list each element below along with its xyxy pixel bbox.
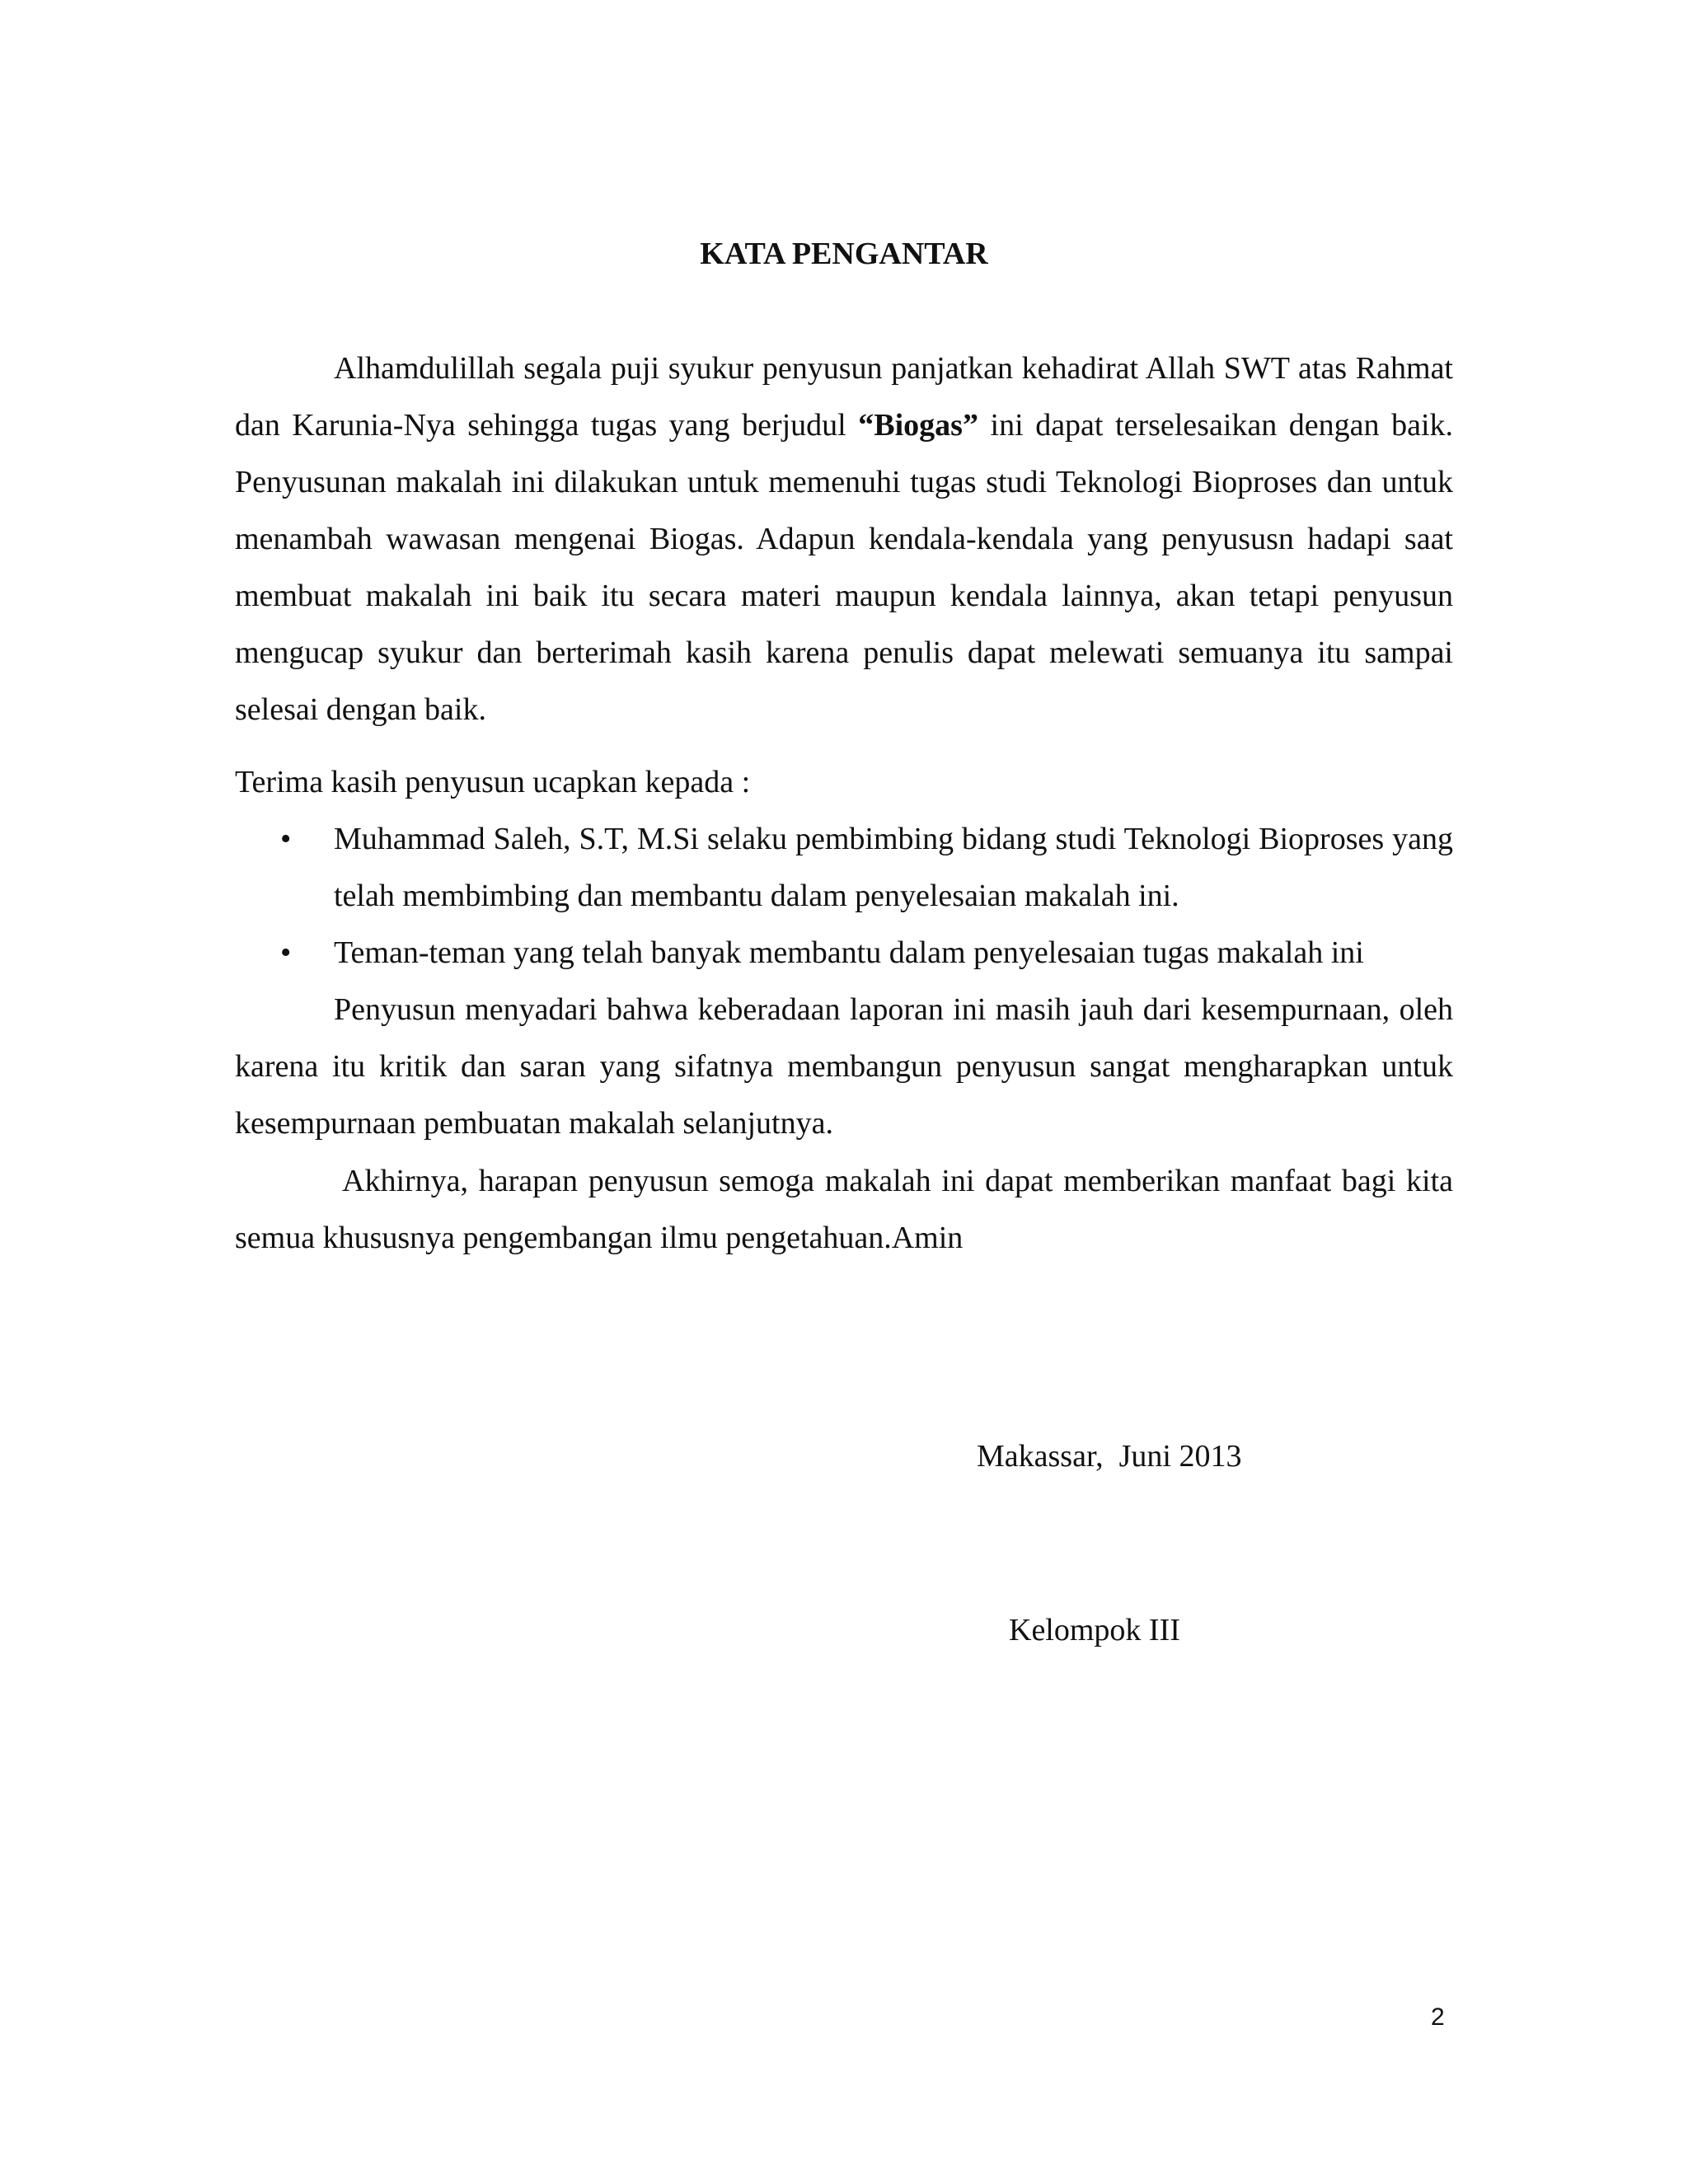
paragraph-intro — [235, 340, 1453, 738]
bullet-icon: • — [280, 935, 292, 970]
paragraph-intro-bold-title: “Biogas” — [858, 408, 978, 443]
paragraph-intro-text-start: Alhamdulillah segala puji syukur penyusun panjatkan kehadirat Allah SWT atas Rahmat dan Karunia-Nya sehingga tugas yang berjudul — [235, 351, 1453, 443]
paragraph-acknowledgement: Penyusun menyadari bahwa keberadaan laporan ini masih jauh dari kesempurnaan, oleh karena itu kritik dan saran yang sifatnya membangun penyusun sangat mengharapkan untuk kesempurnaan pembuatan makalah selanjutnya. — [235, 992, 1453, 1141]
list-item — [235, 811, 1453, 925]
paragraph-intro-text-end: ini dapat terselesaikan dengan baik. Penyusunan makalah ini dilakukan untuk memenuhi tugas studi Teknologi Bioproses dan untuk menambah wawasan mengenai Biogas. Adapun kendala-kendala yang penyususn hadapi saat membuat makalah ini baik itu secara materi maupun kendala lainnya, akan tetapi penyusun mengucap syukur dan berterimah kasih karena penulis dapat melewati semuanya itu sampai selesai dengan baik. — [235, 408, 1454, 727]
signature: Kelompok III — [1009, 1613, 1180, 1647]
thanks-list — [235, 811, 1453, 982]
paragraph-closing: Akhirnya, harapan penyusun semoga makalah ini dapat memberikan manfaat bagi kita semua khususnya pengembangan ilmu pengetahuan.Amin — [235, 1164, 1453, 1255]
list-item-text: Teman-teman yang telah banyak membantu dalam penyelesaian tugas makalah ini — [334, 935, 1364, 970]
list-item — [235, 925, 1453, 982]
list-item-text: Muhammad Saleh, S.T, M.Si selaku pembimbing bidang studi Teknologi Bioproses yang telah membimbing dan membantu dalam penyelesaian makalah ini. — [334, 822, 1453, 913]
thanks-intro: Terima kasih penyusun ucapkan kepada : — [235, 765, 751, 799]
page-number: 2 — [1431, 2004, 1445, 2031]
bullet-icon: • — [280, 822, 292, 856]
place-date: Makassar, Juni 2013 — [977, 1439, 1242, 1474]
page-title: KATA PENGANTAR — [700, 237, 988, 271]
